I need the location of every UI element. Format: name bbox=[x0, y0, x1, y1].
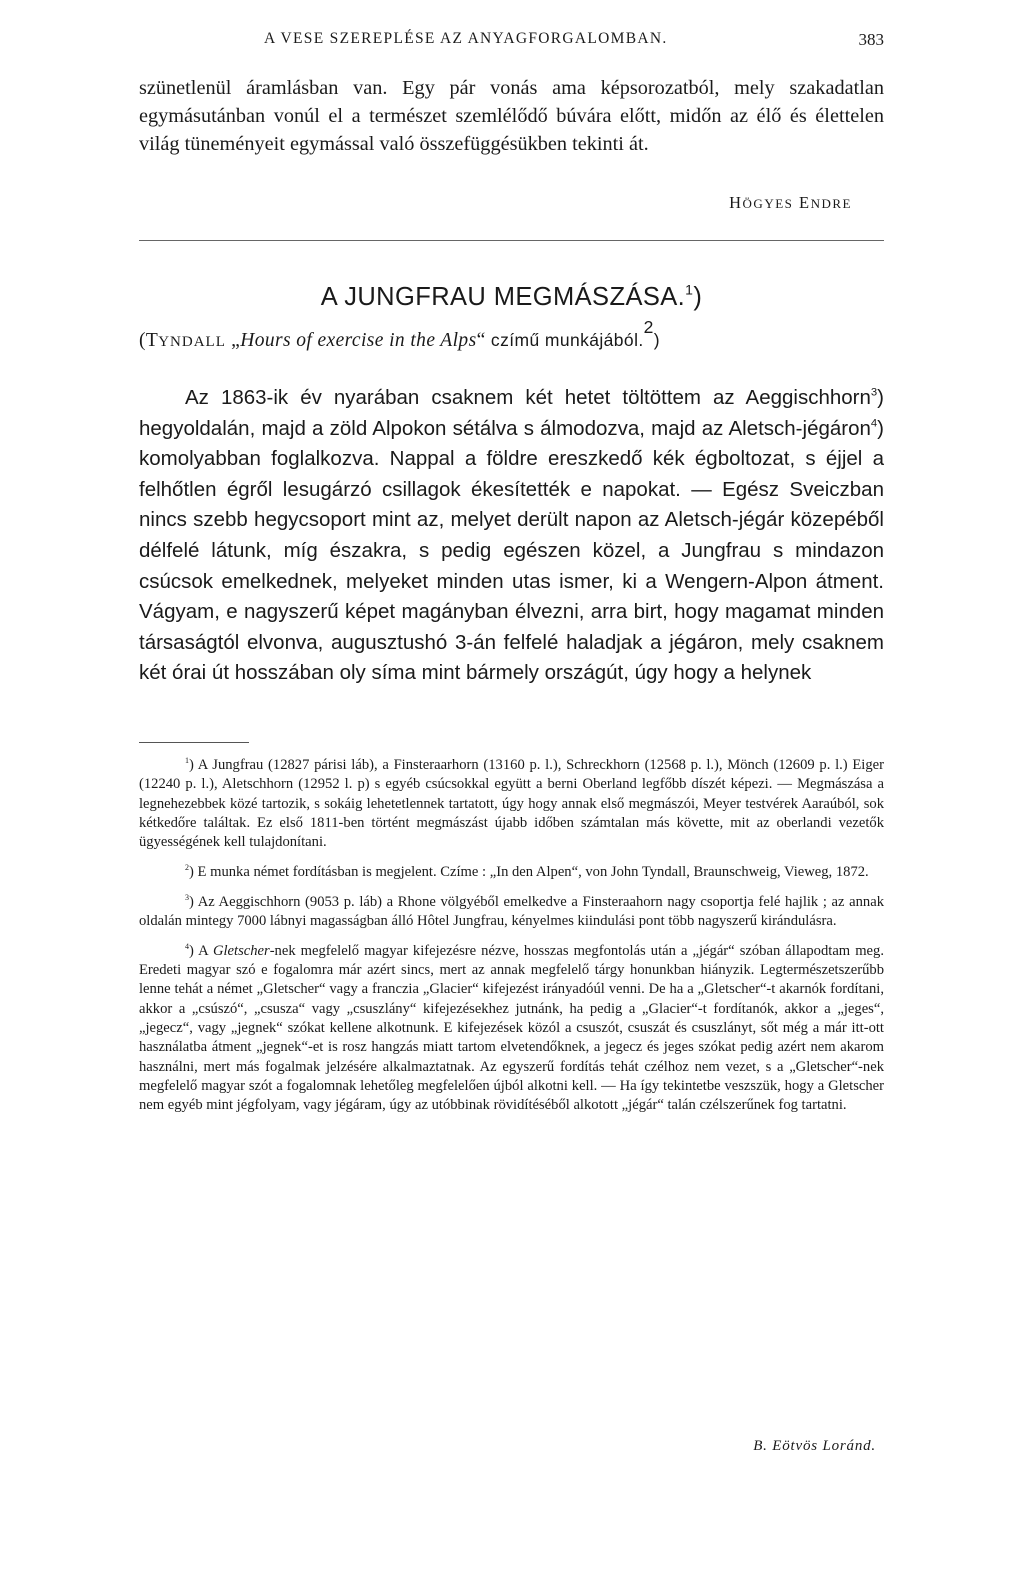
body-text-part-3: ) komolyabban foglalkozva. Nappal a földre ereszkedő kék égboltozat, s éjjel a felhőtlen égről lesugárzó csillagok ékesítették e napokat. — Egész Sveiczban nincs szebb hegycsoport mint az, melyet derült napon az Aletsch-jégár közepéből délfelé látunk, míg északra, s pedig egészen közel, a Jungfrau s mindazon csúcsok emelkednek, melyeket minden utas ismer, ki a Wengern-Alpon átment. Vágyam, e nagyszerű képet magányban élvezni, arra birt, hogy magamat minden társaságtól elvonva, augusztushó 3-án felfelé haladjak a jégáron, mely csaknem két órai út hosszában oly síma mint bármely országút, úgy hogy a helynek bbox=[139, 416, 884, 685]
footnote-2 bbox=[139, 863, 884, 882]
subtitle-work-title: Hours of exercise in the Alps bbox=[240, 330, 477, 352]
subtitle-open: (T bbox=[139, 330, 159, 352]
body-text-part-2: ) hegyoldalán, majd a zöld Alpokon sétálva s álmodozva, majd az Aletsch-jégáron bbox=[139, 386, 884, 440]
intro-paragraph bbox=[139, 74, 884, 158]
footnote-ref-3[interactable]: 3 bbox=[870, 386, 878, 399]
body-text-part-1: Az 1863-ik év nyarában csaknem két hetet töltöttem az Aeggischhorn bbox=[185, 386, 871, 409]
footnote-3-mark: 3 bbox=[185, 892, 190, 902]
footnote-4-mark: 4 bbox=[185, 941, 190, 951]
author-last-initial: E bbox=[799, 193, 811, 212]
footnote-4-gletscher: Gletscher bbox=[212, 942, 270, 959]
footnote-4 bbox=[139, 942, 884, 1116]
article-subtitle bbox=[139, 317, 884, 352]
section-divider bbox=[139, 240, 884, 241]
title-footnote-paren: ) bbox=[693, 283, 703, 311]
article-title-text: A JUNGFRAU MEGMÁSZÁSA. bbox=[320, 283, 686, 311]
article-body bbox=[139, 383, 884, 689]
subtitle-quote-close: “ bbox=[476, 330, 491, 352]
footnote-signature: B. Eötvös Loránd. bbox=[753, 1438, 876, 1454]
body-paragraph bbox=[139, 383, 884, 689]
article-title bbox=[139, 283, 884, 312]
subtitle-quote-open: „ bbox=[225, 330, 241, 352]
footnote-3 bbox=[139, 893, 884, 932]
footnote-4-text-b: -nek megfelelő magyar kifejezésre nézve, hosszas megfontolás után a „jégár“ szóban állapodtam meg. Eredeti magyar szó e fogalomra már azért sincs, mert az annak megfelelő tárgy honunkban hiányzik. Legtermészetszerűbb lenne tehát a német „Gletscher“ vagy a franczia „Glacier“ kifejezést irányadóúl venni. De ha a „Gletscher“-t akarnók fordítani, akkor a „csúszó“, „csusza“ vagy „csuszlány“ kifejezésekhez jutnánk, ha pedig a „Glacier“-t fordítanók, akkor a „jeges“, „jegecz“, vagy „jegnek“ szókat kellene alkotnunk. E kifejezések közól a csuszót, csuszát és csuszlányt, sőt még a már itt-ott használatba átment „jegnek“-et is rosz hangzás miatt tartom elvetendőknek, a jegecz és jeges szókat pedig azért nem akarom használni, mert más fogalmak jelzésére alkalmaztatnak. Az egyszerű fordítás tehát czélhoz nem vezet, s a „Gletscher“-nek megfelelő magyar szót a fogalomnak lehetőleg megfelelően újból alkotni kell. — Ha így tekintetbe veszszük, hogy a Gletscher nem egyéb mint jégfolyam, vagy jégáram, úgy az utóbbinak rövidítéséből alkotott „jégár“ talán czélszerűnek fog tartatni. bbox=[139, 942, 884, 1114]
footnote-3-text: ) Az Aeggischhorn (9053 p. láb) a Rhone völgyéből emelkedve a Finsteraahorn nagy csoportja felé hajlik ; az annak oldalán mintegy 7000 lábnyi magasságban álló Hôtel Jungfrau, kényelmes kiindulási pont több nagyszerű kirándulásra. bbox=[139, 893, 884, 930]
subtitle-footnote-mark[interactable]: 2 bbox=[643, 317, 654, 337]
footnote-4-text-a: ) A bbox=[189, 942, 213, 959]
running-title: A VESE SZEREPLÉSE AZ ANYAGFORGALOMBAN. bbox=[264, 30, 668, 47]
footnote-2-text: ) E munka német fordításban is megjelent. Czíme : „In den Alpen“, von John Tyndall, Braunschweig, Vieweg, 1872. bbox=[189, 863, 869, 880]
author-first-rest: ÖGYES bbox=[742, 196, 794, 211]
author-first-initial: H bbox=[729, 193, 743, 212]
footnote-2-mark: 2 bbox=[185, 862, 190, 872]
footnote-1 bbox=[139, 756, 884, 852]
footnotes bbox=[139, 756, 884, 1126]
footnote-1-text: ) A Jungfrau (12827 párisi láb), a Finsteraarhorn (13160 p. l.), Schreckhorn (12568 p. l.), Mönch (12609 p. l.) Eiger (12240 p. l.), Aletschhorn (12952 l. p) s egyéb csúcsokkal együtt a berni Oberland legfőbb díszét képezi. — Megmászása a legnehezebbek közé tartozik, s sokáig lehetetlennek tartatott, úgy hogy annak első megmászói, Meyer testvérek Aaraúból, sok kétkedőre találtak. Ez első 1811-ben történt megmászást újabb időben számtalan más követte, mit az oberlandi vezetők ügyességének kell tulajdonítani. bbox=[139, 757, 884, 851]
author-last-rest: NDRE bbox=[810, 196, 852, 211]
footnote-divider bbox=[139, 742, 249, 743]
page-number: 383 bbox=[858, 30, 884, 49]
subtitle-footnote-paren: ) bbox=[653, 330, 660, 351]
intro-text: szünetlenül áramlásban van. Egy pár vonás ama képsorozatból, mely szakadatlan egymásutánban vonúl el a természet szemlélődő búvára előtt, midőn az élő és élettelen világ tüneményeit egymással való összefüggésükben tekinti át. bbox=[139, 77, 884, 155]
running-header bbox=[139, 30, 884, 56]
author-signature bbox=[729, 193, 852, 213]
title-footnote-mark[interactable]: 1 bbox=[685, 281, 694, 298]
subtitle-author-rest: YNDALL bbox=[158, 334, 226, 351]
footnote-ref-4[interactable]: 4 bbox=[870, 417, 878, 430]
subtitle-tail: czímű munkájából. bbox=[490, 330, 644, 351]
footnote-1-mark: 1 bbox=[185, 755, 190, 765]
